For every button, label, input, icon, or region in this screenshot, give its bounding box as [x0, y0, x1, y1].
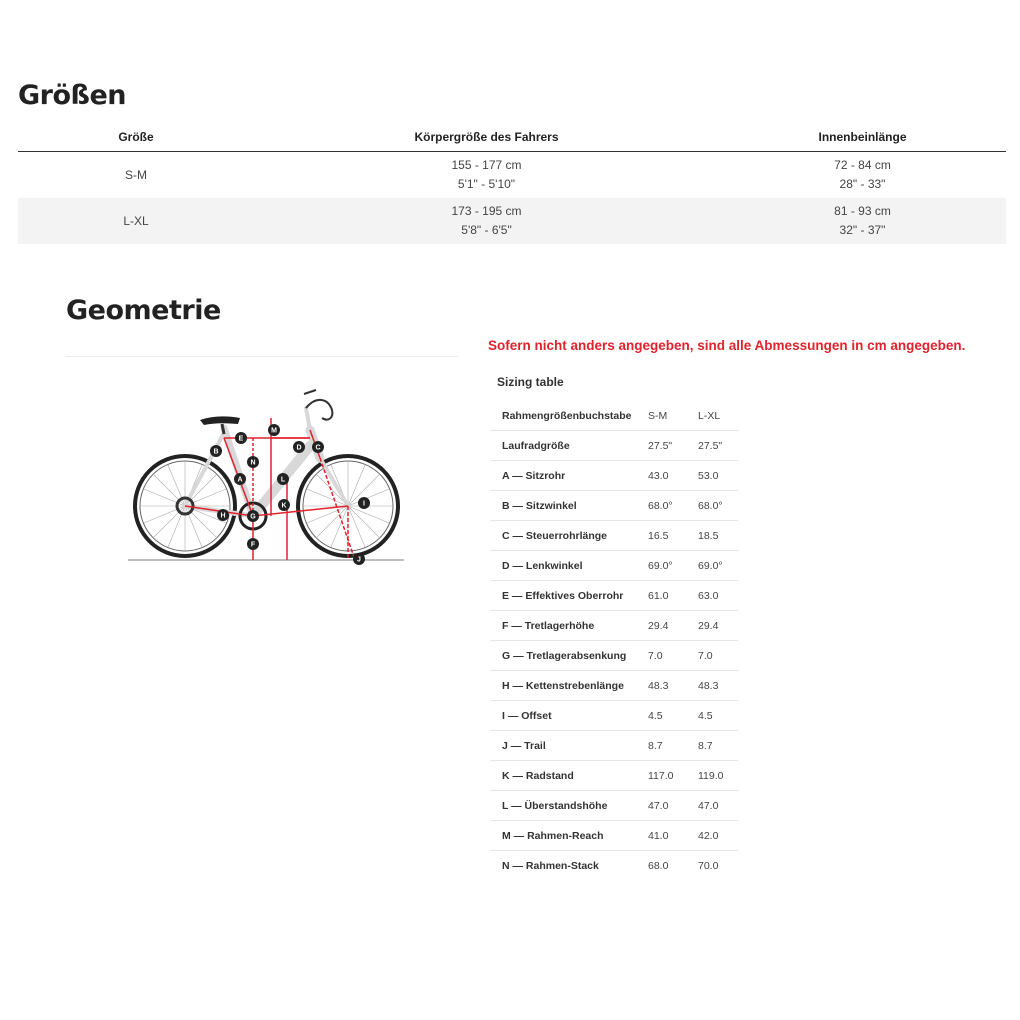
inseam-in: 32" - 37" [839, 223, 886, 237]
svg-text:L: L [280, 476, 286, 484]
inseam-in: 28" - 33" [839, 177, 886, 191]
value-l-xl: 68.0° [698, 491, 738, 521]
value-l-xl: 63.0 [698, 581, 738, 611]
value-s-m: 68.0° [648, 491, 698, 521]
value-s-m: 27.5" [648, 431, 698, 461]
geometry-table [490, 401, 738, 880]
table-row [490, 611, 738, 641]
geometry-label: B — Sitzwinkel [490, 491, 648, 521]
svg-text:M: M [271, 427, 277, 435]
inseam-cell [719, 198, 1006, 244]
marker-c [312, 441, 324, 453]
marker-k [278, 499, 290, 511]
table-row [490, 701, 738, 731]
geometry-label: F — Tretlagerhöhe [490, 611, 648, 641]
size-cell: L-XL [18, 198, 254, 244]
marker-b [210, 445, 222, 457]
value-s-m: 4.5 [648, 701, 698, 731]
geometry-label: Rahmengrößenbuchstabe [490, 401, 648, 431]
table-row [490, 671, 738, 701]
table-row [490, 431, 738, 461]
value-s-m: 47.0 [648, 791, 698, 821]
value-l-xl: 119.0 [698, 761, 738, 791]
svg-text:H: H [220, 512, 226, 520]
sizes-title: Größen [18, 80, 126, 111]
marker-d [293, 441, 305, 453]
value-l-xl: 29.4 [698, 611, 738, 641]
table-row [490, 851, 738, 881]
geometry-label: N — Rahmen-Stack [502, 859, 599, 872]
table-row [18, 152, 1006, 199]
table-row [490, 791, 738, 821]
table-row [490, 821, 738, 851]
value-s-m: 8.7 [648, 731, 698, 761]
units-note: Sofern nicht anders angegeben, sind alle Abmessungen in cm angegeben. [488, 338, 966, 353]
seatpost [222, 424, 224, 434]
table-row [490, 401, 738, 431]
value-s-m: 7.0 [648, 641, 698, 671]
value-s-m: 48.3 [648, 671, 698, 701]
marker-h [217, 509, 229, 521]
svg-text:J: J [357, 556, 361, 564]
value-l-xl: 7.0 [698, 641, 738, 671]
marker-n [247, 456, 259, 468]
value-s-m: S-M [648, 401, 698, 431]
geometry-label: M — Rahmen-Reach [490, 821, 648, 851]
table-row [490, 461, 738, 491]
value-l-xl: 69.0° [698, 551, 738, 581]
marker-g [247, 510, 259, 522]
geometry-label: G — Tretlagerabsenkung [490, 641, 648, 671]
geometry-label: K — Radstand [490, 761, 648, 791]
bike-geometry-diagram [120, 378, 420, 578]
svg-text:N: N [250, 459, 256, 467]
value-l-xl: L-XL [698, 401, 738, 431]
geometry-label: L — Überstandshöhe [490, 791, 648, 821]
sizes-header-inseam: Innenbeinlänge [719, 122, 1006, 152]
table-row [490, 521, 738, 551]
marker-f [247, 538, 259, 550]
geometry-label: E — Effektives Oberrohr [490, 581, 648, 611]
geometry-label: D — Lenkwinkel [490, 551, 648, 581]
rider-height-cell [254, 152, 719, 199]
value-l-xl: 4.5 [698, 701, 738, 731]
value-l-xl: 48.3 [698, 671, 738, 701]
table-row [490, 551, 738, 581]
svg-text:G: G [250, 513, 256, 521]
svg-text:B: B [213, 448, 219, 456]
svg-text:D: D [296, 444, 302, 452]
table-row [490, 731, 738, 761]
inseam-cm: 72 - 84 cm [834, 158, 891, 172]
marker-m [268, 424, 280, 436]
inseam-cell [719, 152, 1006, 199]
marker-a [234, 473, 246, 485]
marker-j [353, 553, 365, 565]
sizing-table-caption: Sizing table [497, 375, 564, 389]
value-l-xl: 18.5 [698, 521, 738, 551]
sizes-header-size: Größe [18, 122, 254, 152]
value-s-m: 117.0 [648, 761, 698, 791]
geometry-label: Laufradgröße [490, 431, 648, 461]
sizes-header-rider-height: Körpergröße des Fahrers [254, 122, 719, 152]
geometry-label: A — Sitzrohr [490, 461, 648, 491]
value-s-m: 68.0 [648, 859, 669, 872]
value-s-m: 29.4 [648, 611, 698, 641]
marker-l [277, 473, 289, 485]
marker-e [235, 432, 247, 444]
inseam-cm: 81 - 93 cm [834, 204, 891, 218]
geometry-title: Geometrie [66, 295, 221, 326]
height-in: 5'1" - 5'10" [457, 177, 516, 191]
value-s-m: 16.5 [648, 521, 698, 551]
value-l-xl: 27.5" [698, 431, 738, 461]
height-cm: 173 - 195 cm [451, 204, 522, 218]
table-row [490, 491, 738, 521]
table-row [490, 761, 738, 791]
value-l-xl: 47.0 [698, 791, 738, 821]
height-cm: 155 - 177 cm [451, 158, 522, 172]
svg-text:E: E [238, 435, 244, 443]
value-l-xl: 53.0 [698, 461, 738, 491]
svg-text:C: C [315, 444, 321, 452]
bike-frame [185, 408, 348, 516]
svg-text:F: F [250, 541, 256, 549]
value-s-m: 43.0 [648, 461, 698, 491]
value-s-m: 41.0 [648, 821, 698, 851]
table-row [490, 581, 738, 611]
saddle [200, 416, 240, 425]
value-l-xl: 8.7 [698, 731, 738, 761]
value-s-m: 69.0° [648, 551, 698, 581]
value-l-xl: 70.0 [698, 859, 719, 872]
geometry-label: H — Kettenstrebenlänge [490, 671, 648, 701]
sizes-header-row [18, 122, 1006, 152]
geometry-label: J — Trail [490, 731, 648, 761]
value-s-m: 61.0 [648, 581, 698, 611]
svg-text:A: A [237, 476, 243, 484]
sizes-table [18, 122, 1006, 244]
value-l-xl: 42.0 [698, 821, 738, 851]
table-row [18, 198, 1006, 244]
rider-height-cell [254, 198, 719, 244]
size-cell: S-M [125, 167, 147, 182]
svg-text:K: K [281, 502, 287, 510]
marker-i [358, 497, 370, 509]
height-in: 5'8" - 6'5" [461, 223, 512, 237]
svg-text:I: I [363, 500, 365, 508]
geometry-label: I — Offset [490, 701, 648, 731]
geometry-label: C — Steuerrohrlänge [490, 521, 648, 551]
table-row [490, 641, 738, 671]
divider [66, 356, 458, 357]
